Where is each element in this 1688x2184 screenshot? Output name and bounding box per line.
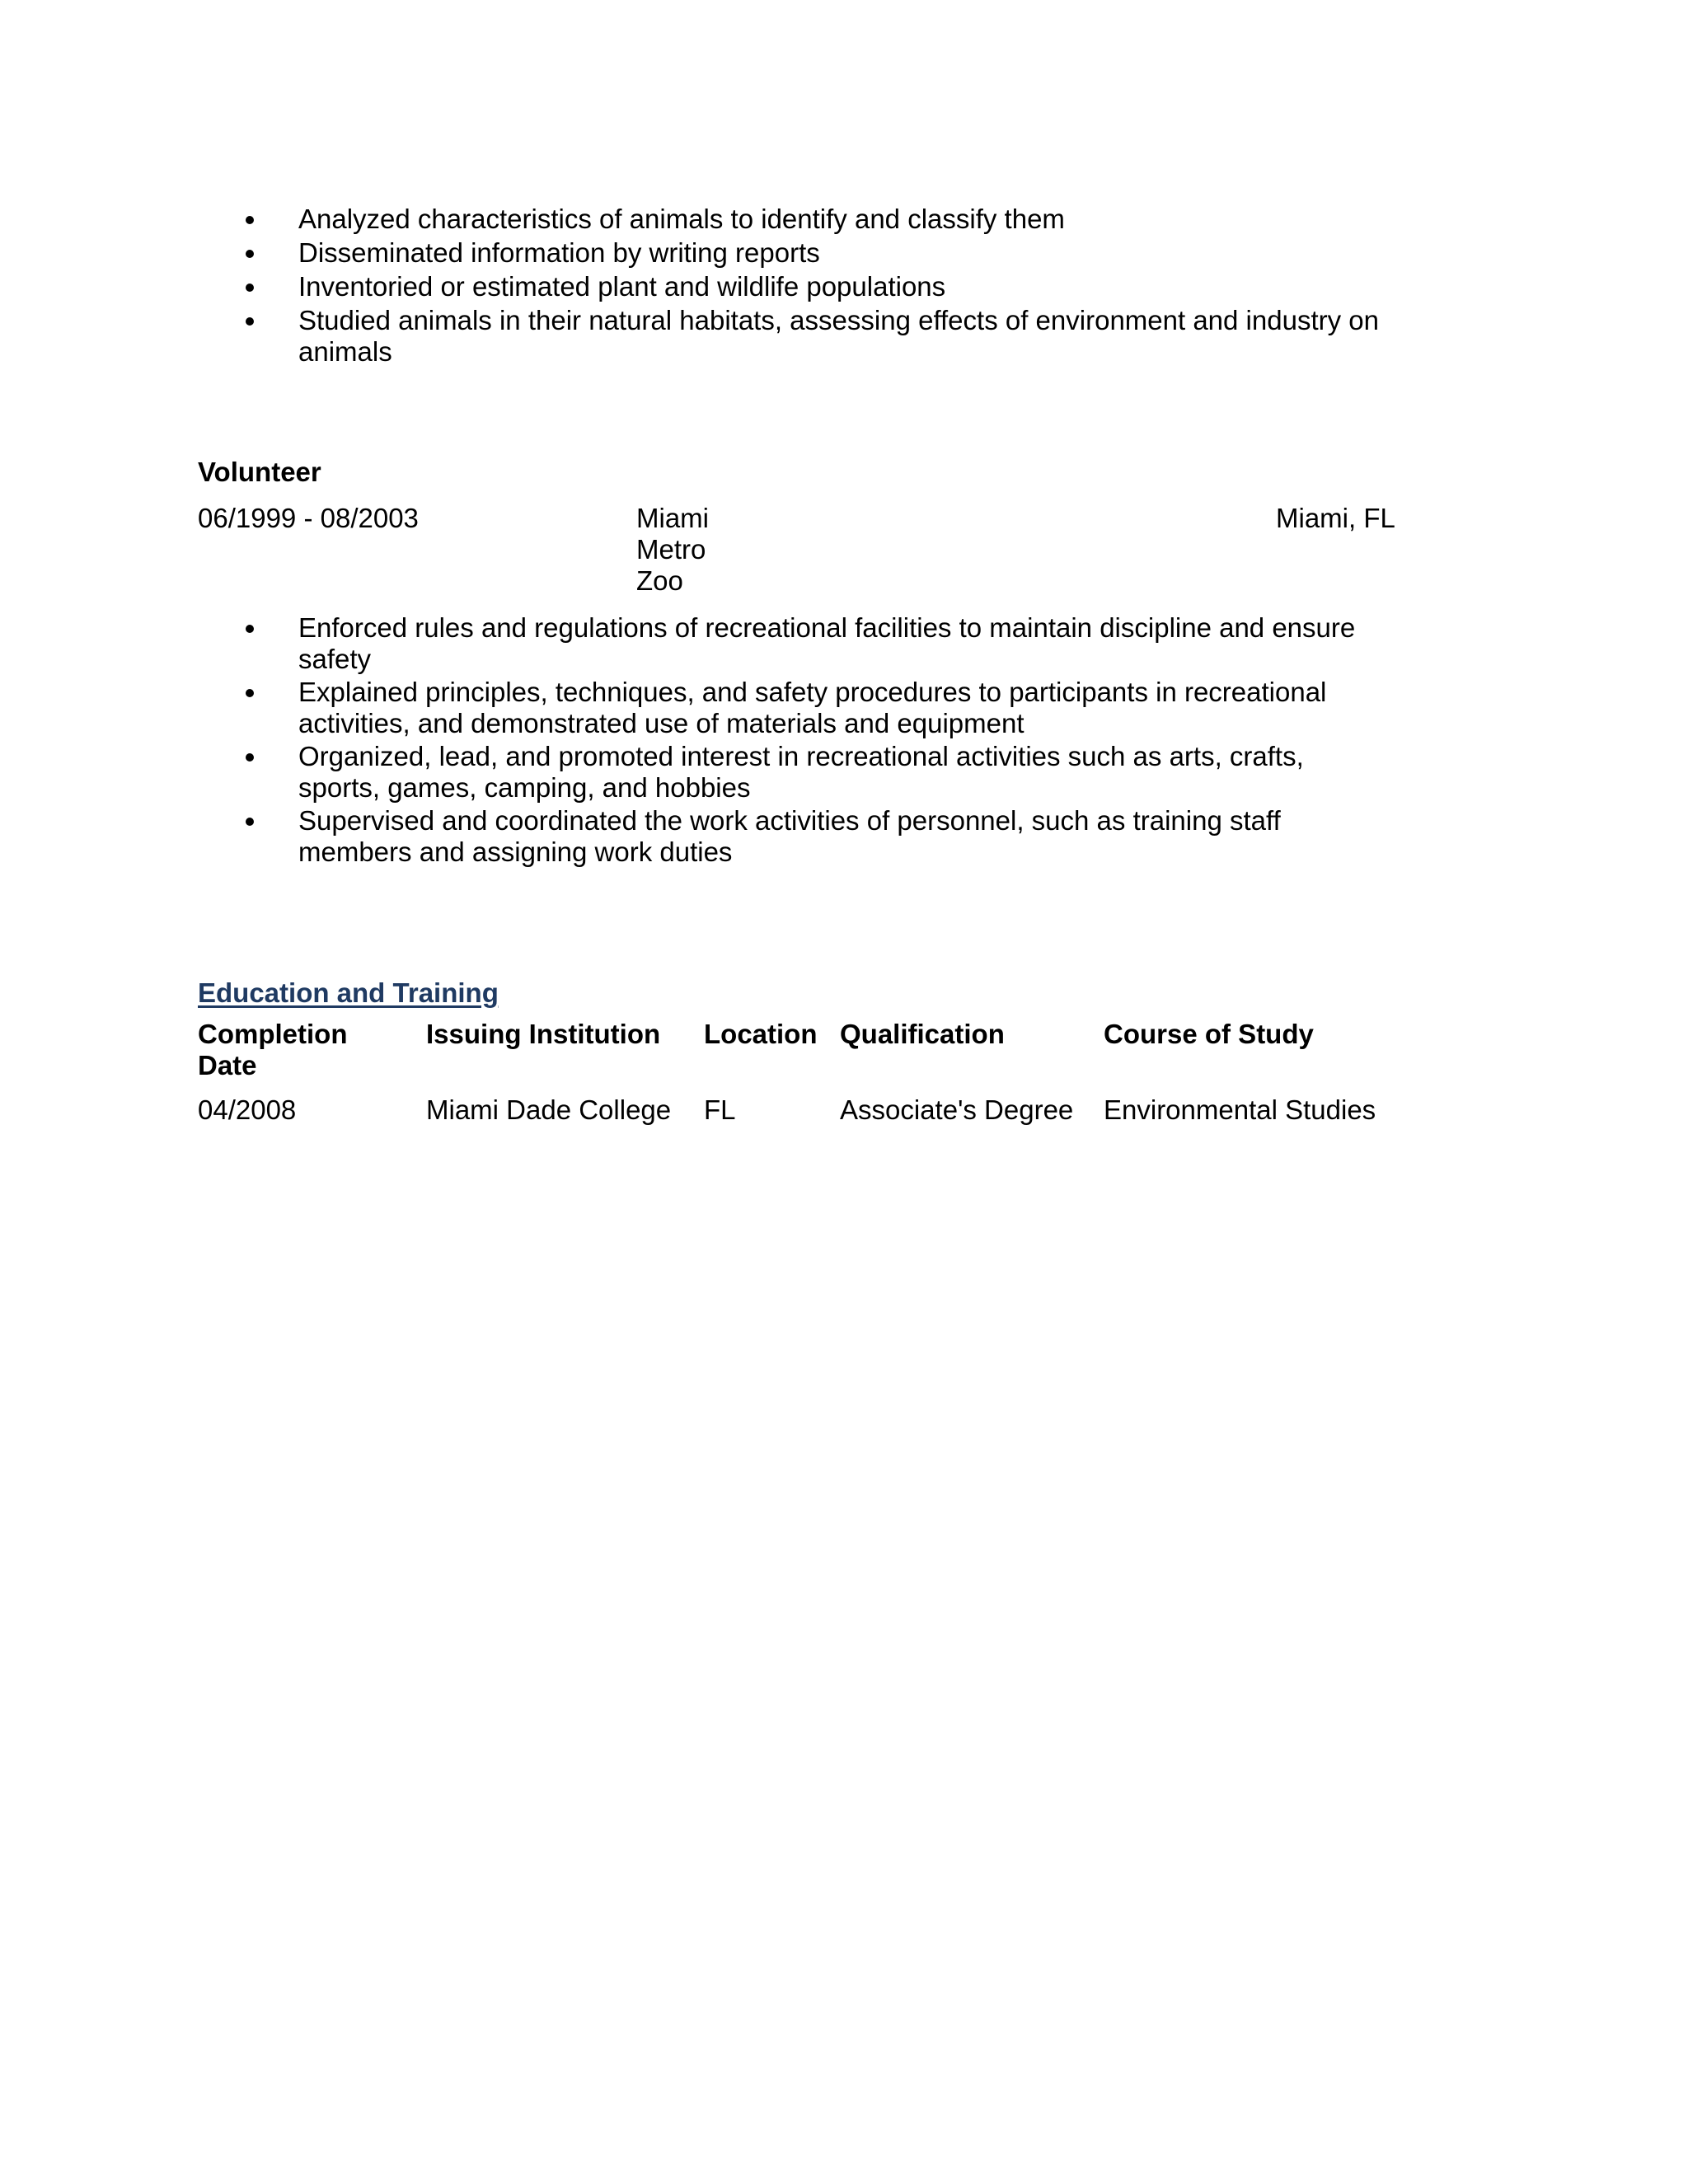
volunteer-bullet [198,741,1385,804]
bullet-icon [246,818,254,826]
experience-bullet-text: Inventoried or estimated plant and wildlife populations [298,271,946,302]
bullet-icon [246,317,254,326]
volunteer-bullet-text: Organized, lead, and promoted interest in recreational activities such as arts, crafts, sports, games, camping, and hobbies [298,741,1304,803]
experience-bullet-text: Disseminated information by writing reports [298,237,820,268]
experience-bullet [198,237,1409,269]
experience-bullet [198,204,1409,235]
bullet-icon [246,689,254,697]
bullet-icon [246,216,254,224]
volunteer-bullet [198,677,1385,739]
volunteer-bullet [198,612,1385,675]
education-table [198,1019,1433,1126]
cell-completion-date: 04/2008 [198,1094,297,1125]
cell-course: Environmental Studies [1104,1094,1376,1125]
experience-bullet-text: Analyzed characteristics of animals to identify and classify them [298,204,1065,234]
table-row [198,1094,1433,1126]
experience-bullet [198,271,1409,302]
bullet-icon [246,753,254,762]
bullet-icon [246,250,254,258]
header-completion-date-text: Completion Date [198,1019,348,1080]
experience-bullet [198,305,1409,368]
header-qualification: Qualification [840,1019,1005,1049]
experience-bullet-list [198,204,1409,370]
cell-qualification: Associate's Degree [840,1094,1074,1125]
bullet-icon [246,625,254,633]
education-heading: Education and Training [198,977,499,1008]
volunteer-organization: Miami Metro Zoo [636,503,709,596]
bullet-icon [246,284,254,292]
cell-location: FL [704,1094,736,1125]
volunteer-bullet [198,805,1385,868]
volunteer-bullet-text: Explained principles, techniques, and safety procedures to participants in recreational activities, and demonstrated use of materials and equipment [298,677,1327,738]
cell-institution: Miami Dade College [426,1094,672,1125]
header-completion-date [198,1019,426,1094]
volunteer-bullet-text: Enforced rules and regulations of recreational facilities to maintain discipline and ensure safety [298,612,1356,674]
volunteer-bullet-text: Supervised and coordinated the work activities of personnel, such as training staff members and assigning work duties [298,805,1281,867]
header-location: Location [704,1019,818,1049]
header-institution: Issuing Institution [426,1019,661,1049]
volunteer-heading: Volunteer [198,457,321,487]
education-header-row [198,1019,1433,1094]
header-course: Course of Study [1104,1019,1314,1049]
experience-bullet-text: Studied animals in their natural habitats, assessing effects of environment and industry on animals [298,305,1379,367]
volunteer-bullet-list [198,612,1385,869]
volunteer-dates: 06/1999 - 08/2003 [198,503,419,533]
volunteer-location: Miami, FL [1276,503,1395,533]
